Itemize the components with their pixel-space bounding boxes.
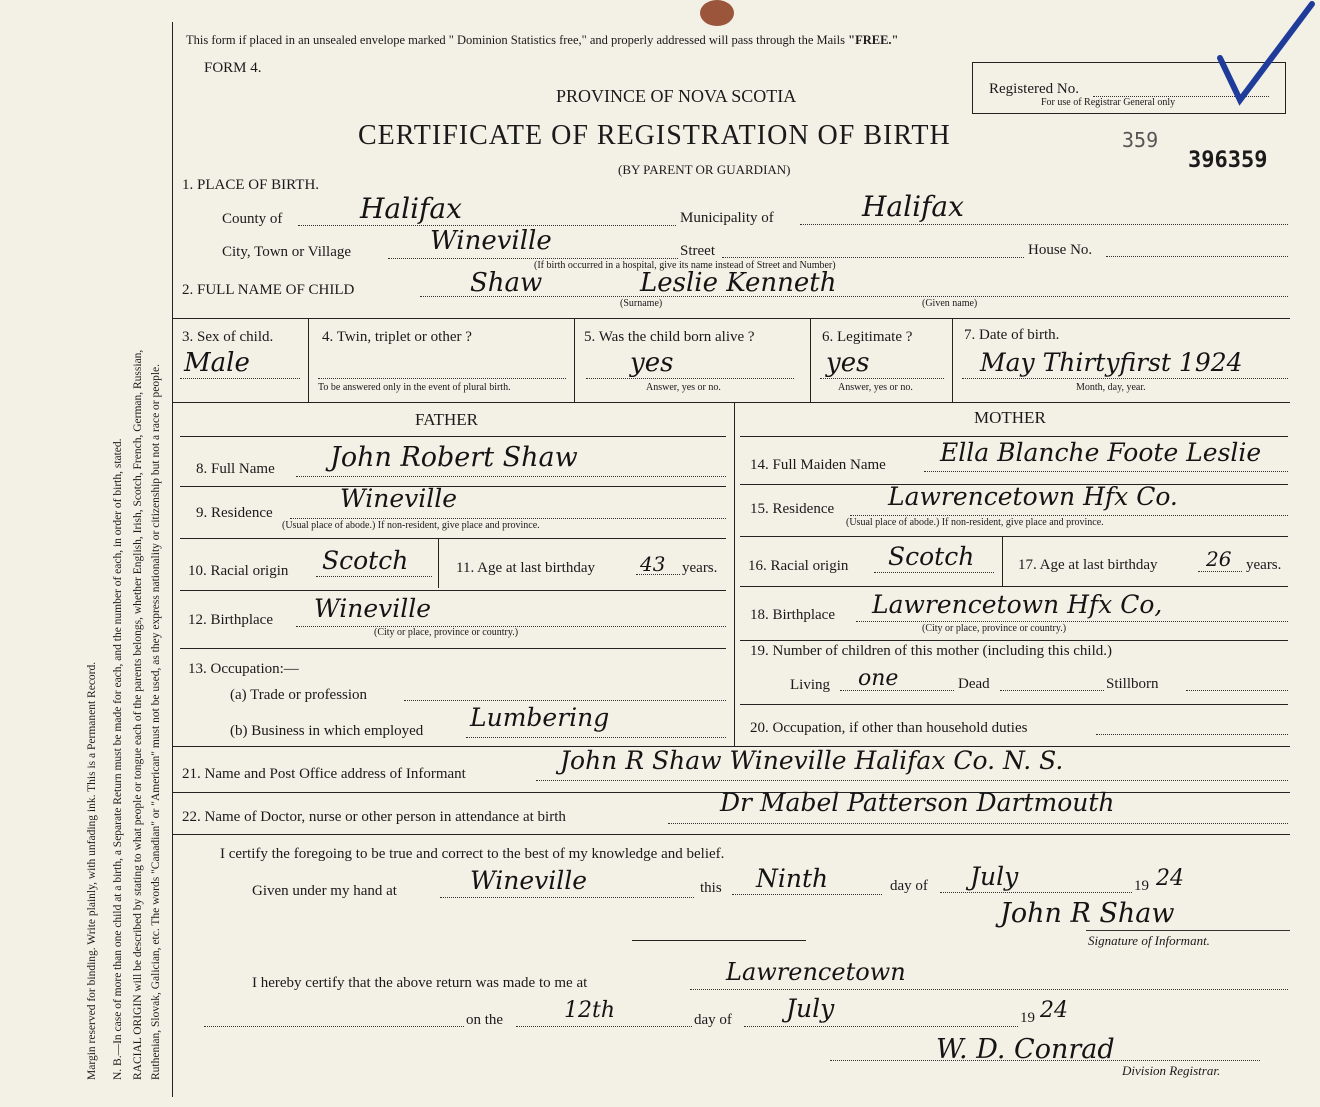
registrar-day-value: 12th bbox=[564, 998, 616, 1023]
child-name-label: 2. FULL NAME OF CHILD bbox=[182, 282, 355, 298]
twin-label: 4. Twin, triplet or other ? bbox=[322, 329, 472, 345]
registrar-place-value: Lawrencetown bbox=[726, 958, 906, 986]
fill-in-line bbox=[820, 378, 944, 379]
day-value: Ninth bbox=[756, 864, 829, 893]
on-the-label: on the bbox=[466, 1012, 504, 1028]
informant-signature-caption: Signature of Informant. bbox=[1088, 933, 1210, 948]
house-no-label: House No. bbox=[1028, 242, 1093, 258]
city-value: Wineville bbox=[430, 226, 552, 256]
father-heading: FATHER bbox=[415, 410, 478, 429]
registrar-month-value: July bbox=[786, 994, 835, 1023]
city-label: City, Town or Village bbox=[222, 244, 352, 260]
divider bbox=[180, 538, 726, 539]
municipality-value: Halifax bbox=[862, 190, 964, 223]
father-residence-label: 9. Residence bbox=[196, 505, 273, 521]
mother-racial-label: 16. Racial origin bbox=[748, 558, 849, 574]
fill-in-line bbox=[874, 572, 994, 573]
stamp-small-number: 359 bbox=[1122, 128, 1159, 152]
fill-in-line bbox=[516, 1026, 692, 1027]
living-value: one bbox=[858, 666, 899, 691]
registrar-certify-text: I hereby certify that the above return was made to me at bbox=[252, 975, 588, 991]
divider bbox=[810, 318, 811, 402]
fill-in-line bbox=[290, 518, 726, 519]
fill-in-line bbox=[296, 476, 726, 477]
fill-in-line bbox=[1086, 930, 1290, 931]
fill-in-line bbox=[318, 378, 566, 379]
county-value: Halifax bbox=[360, 192, 462, 225]
registered-no-note: For use of Registrar General only bbox=[1041, 97, 1176, 108]
hospital-note: (If birth occurred in a hospital, give its name instead of Street and Number) bbox=[534, 260, 836, 271]
informant-value: John R Shaw Wineville Halifax Co. N. S. bbox=[560, 746, 1064, 775]
born-alive-label: 5. Was the child born alive ? bbox=[584, 329, 755, 345]
fill-in-line bbox=[388, 258, 678, 259]
doctor-value: Dr Mabel Patterson Dartmouth bbox=[720, 788, 1115, 817]
child-surname-value: Shaw bbox=[470, 268, 543, 298]
mother-age-value: 26 bbox=[1206, 547, 1232, 571]
mother-residence-note: (Usual place of abode.) If non-resident, give place and province. bbox=[846, 517, 1104, 528]
mother-age-unit: years. bbox=[1246, 557, 1282, 573]
father-racial-value: Scotch bbox=[322, 546, 409, 575]
business-value: Lumbering bbox=[470, 703, 610, 732]
divider bbox=[740, 640, 1288, 641]
fill-in-line bbox=[404, 700, 726, 701]
business-label: (b) Business in which employed bbox=[230, 723, 424, 739]
mother-name-label: 14. Full Maiden Name bbox=[750, 457, 886, 473]
registrar-signature: W. D. Conrad bbox=[936, 1034, 1115, 1065]
registrar-year-prefix: 19 bbox=[1020, 1010, 1035, 1026]
divider bbox=[632, 940, 806, 941]
legitimate-label: 6. Legitimate ? bbox=[822, 329, 913, 345]
divider bbox=[734, 402, 735, 746]
divider bbox=[180, 436, 726, 437]
father-occupation-label: 13. Occupation:— bbox=[188, 661, 299, 677]
fill-in-line bbox=[940, 892, 1132, 893]
father-residence-note: (Usual place of abode.) If non-resident, give place and province. bbox=[282, 520, 540, 531]
check-mark-icon bbox=[1200, 0, 1320, 110]
fill-in-line bbox=[1198, 571, 1242, 572]
divider bbox=[180, 648, 726, 649]
legitimate-value: yes bbox=[826, 348, 870, 378]
father-name-value: John Robert Shaw bbox=[330, 442, 578, 473]
year-suffix: 24 bbox=[1156, 866, 1184, 891]
divider bbox=[172, 402, 1290, 403]
fill-in-line bbox=[744, 1026, 1018, 1027]
fill-in-line bbox=[204, 1026, 464, 1027]
year-prefix: 19 bbox=[1134, 878, 1149, 894]
mother-occupation-label: 20. Occupation, if other than household duties bbox=[750, 720, 1028, 736]
mother-name-value: Ella Blanche Foote Leslie bbox=[940, 438, 1262, 467]
living-label: Living bbox=[790, 677, 830, 693]
mail-note: This form if placed in an unsealed envelope marked " Dominion Statistics free," and properly addressed will pass through the Mails "FREE." bbox=[186, 33, 899, 47]
born-alive-note: Answer, yes or no. bbox=[646, 382, 721, 393]
divider bbox=[740, 586, 1288, 587]
divider bbox=[740, 436, 1288, 437]
divider bbox=[438, 538, 439, 588]
divider bbox=[172, 318, 1290, 319]
twin-note: To be answered only in the event of plural birth. bbox=[318, 382, 511, 393]
margin-note-racial-1: RACIAL ORIGIN will be described by stating to what people or tongue each of the parents belongs, whether English, Irish, Scotch, French, German, Russian, bbox=[132, 349, 144, 1080]
municipality-label: Municipality of bbox=[680, 210, 774, 226]
certify-text: I certify the foregoing to be true and correct to the best of my knowledge and belief. bbox=[220, 846, 725, 862]
fill-in-line bbox=[690, 989, 1288, 990]
father-birthplace-note: (City or place, province or country.) bbox=[374, 627, 519, 638]
mother-birthplace-label: 18. Birthplace bbox=[750, 607, 835, 623]
father-residence-value: Wineville bbox=[340, 484, 458, 513]
father-age-unit: years. bbox=[682, 560, 718, 576]
this-label: this bbox=[700, 880, 722, 896]
fill-in-line bbox=[1186, 690, 1288, 691]
mother-birthplace-value: Lawrencetown Hfx Co, bbox=[872, 590, 1163, 619]
fill-in-line bbox=[420, 296, 1288, 297]
fill-in-line bbox=[830, 1060, 1260, 1061]
registrar-year-suffix: 24 bbox=[1040, 998, 1068, 1023]
registered-no-label: Registered No. bbox=[989, 81, 1079, 97]
father-birthplace-value: Wineville bbox=[314, 594, 432, 623]
day-of-label: day of bbox=[890, 878, 928, 894]
margin-note-binding: Margin reserved for binding. Write plainly, with unfading ink. This is a Permanent Record. bbox=[86, 661, 98, 1080]
fill-in-line bbox=[586, 378, 794, 379]
certificate-subtitle: (BY PARENT OR GUARDIAN) bbox=[618, 162, 791, 177]
mother-residence-value: Lawrencetown Hfx Co. bbox=[888, 482, 1178, 511]
fill-in-line bbox=[856, 621, 1288, 622]
stillborn-label: Stillborn bbox=[1106, 676, 1159, 692]
divider bbox=[574, 318, 575, 402]
divider bbox=[172, 834, 1290, 835]
informant-label: 21. Name and Post Office address of Informant bbox=[182, 766, 466, 782]
fill-in-line bbox=[1096, 734, 1288, 735]
margin-note-racial-2: Ruthenian, Slovak, Galician, etc. The words "Canadian" or "American" must not be used, as they express nationality or citizenship but not a race or people. bbox=[150, 363, 162, 1080]
father-racial-label: 10. Racial origin bbox=[188, 563, 289, 579]
fill-in-line bbox=[1000, 690, 1104, 691]
mother-residence-label: 15. Residence bbox=[750, 501, 835, 517]
divider bbox=[740, 536, 1288, 537]
divider bbox=[952, 318, 953, 402]
given-place-value: Wineville bbox=[470, 866, 588, 895]
fill-in-line bbox=[316, 576, 432, 577]
divider bbox=[180, 590, 726, 591]
fill-in-line bbox=[536, 780, 1288, 781]
surname-note: (Surname) bbox=[620, 298, 663, 309]
given-name-note: (Given name) bbox=[922, 298, 978, 309]
street-label: Street bbox=[680, 243, 715, 259]
dob-note: Month, day, year. bbox=[1076, 382, 1146, 393]
place-of-birth-label: 1. PLACE OF BIRTH. bbox=[182, 177, 320, 193]
fill-in-line bbox=[440, 897, 694, 898]
father-age-value: 43 bbox=[640, 552, 666, 576]
sex-value: Male bbox=[184, 348, 250, 378]
mother-birthplace-note: (City or place, province or country.) bbox=[922, 623, 1067, 634]
divider bbox=[308, 318, 309, 402]
mother-racial-value: Scotch bbox=[888, 542, 975, 571]
father-birthplace-label: 12. Birthplace bbox=[188, 612, 273, 628]
fill-in-line bbox=[466, 737, 726, 738]
month-value: July bbox=[970, 862, 1019, 891]
trade-label: (a) Trade or profession bbox=[230, 687, 368, 703]
mother-heading: MOTHER bbox=[974, 408, 1046, 427]
registrar-caption: Division Registrar. bbox=[1122, 1063, 1221, 1078]
fill-in-line bbox=[1106, 256, 1288, 257]
given-under-label: Given under my hand at bbox=[252, 883, 397, 899]
dead-label: Dead bbox=[958, 676, 990, 692]
mother-age-label: 17. Age at last birthday bbox=[1018, 557, 1158, 573]
fill-in-line bbox=[850, 515, 1288, 516]
born-alive-value: yes bbox=[630, 348, 674, 378]
ink-stain bbox=[700, 0, 734, 26]
father-name-label: 8. Full Name bbox=[196, 461, 275, 477]
fill-in-line bbox=[180, 378, 300, 379]
dob-label: 7. Date of birth. bbox=[964, 327, 1060, 343]
fill-in-line bbox=[800, 224, 1288, 225]
fill-in-line bbox=[962, 378, 1288, 379]
county-label: County of bbox=[222, 211, 283, 227]
informant-signature: John R Shaw bbox=[1000, 898, 1175, 929]
province-title: PROVINCE OF NOVA SCOTIA bbox=[556, 86, 797, 106]
child-given-name-value: Leslie Kenneth bbox=[640, 268, 837, 298]
form-number: FORM 4. bbox=[204, 60, 262, 76]
legitimate-note: Answer, yes or no. bbox=[838, 382, 913, 393]
father-age-label: 11. Age at last birthday bbox=[456, 560, 595, 576]
left-margin-notes bbox=[0, 0, 170, 1107]
dob-value: May Thirtyfirst 1924 bbox=[980, 348, 1243, 377]
fill-in-line bbox=[732, 894, 882, 895]
fill-in-line bbox=[668, 823, 1288, 824]
sex-label: 3. Sex of child. bbox=[182, 329, 274, 345]
divider bbox=[740, 704, 1288, 705]
form-left-border bbox=[172, 22, 173, 1097]
children-count-label: 19. Number of children of this mother (including this child.) bbox=[750, 643, 1113, 659]
fill-in-line bbox=[722, 257, 1024, 258]
fill-in-line bbox=[924, 471, 1288, 472]
margin-note-nb: N. B.—In case of more than one child at a birth, a Separate Return must be made for each, and the number of each, in order of birth, stated. bbox=[112, 438, 124, 1080]
doctor-label: 22. Name of Doctor, nurse or other person in attendance at birth bbox=[182, 809, 566, 825]
certificate-title: CERTIFICATE OF REGISTRATION OF BIRTH bbox=[358, 120, 951, 151]
divider bbox=[1002, 536, 1003, 586]
stamp-number: 396359 bbox=[1188, 148, 1268, 173]
registrar-day-of-label: day of bbox=[694, 1012, 732, 1028]
